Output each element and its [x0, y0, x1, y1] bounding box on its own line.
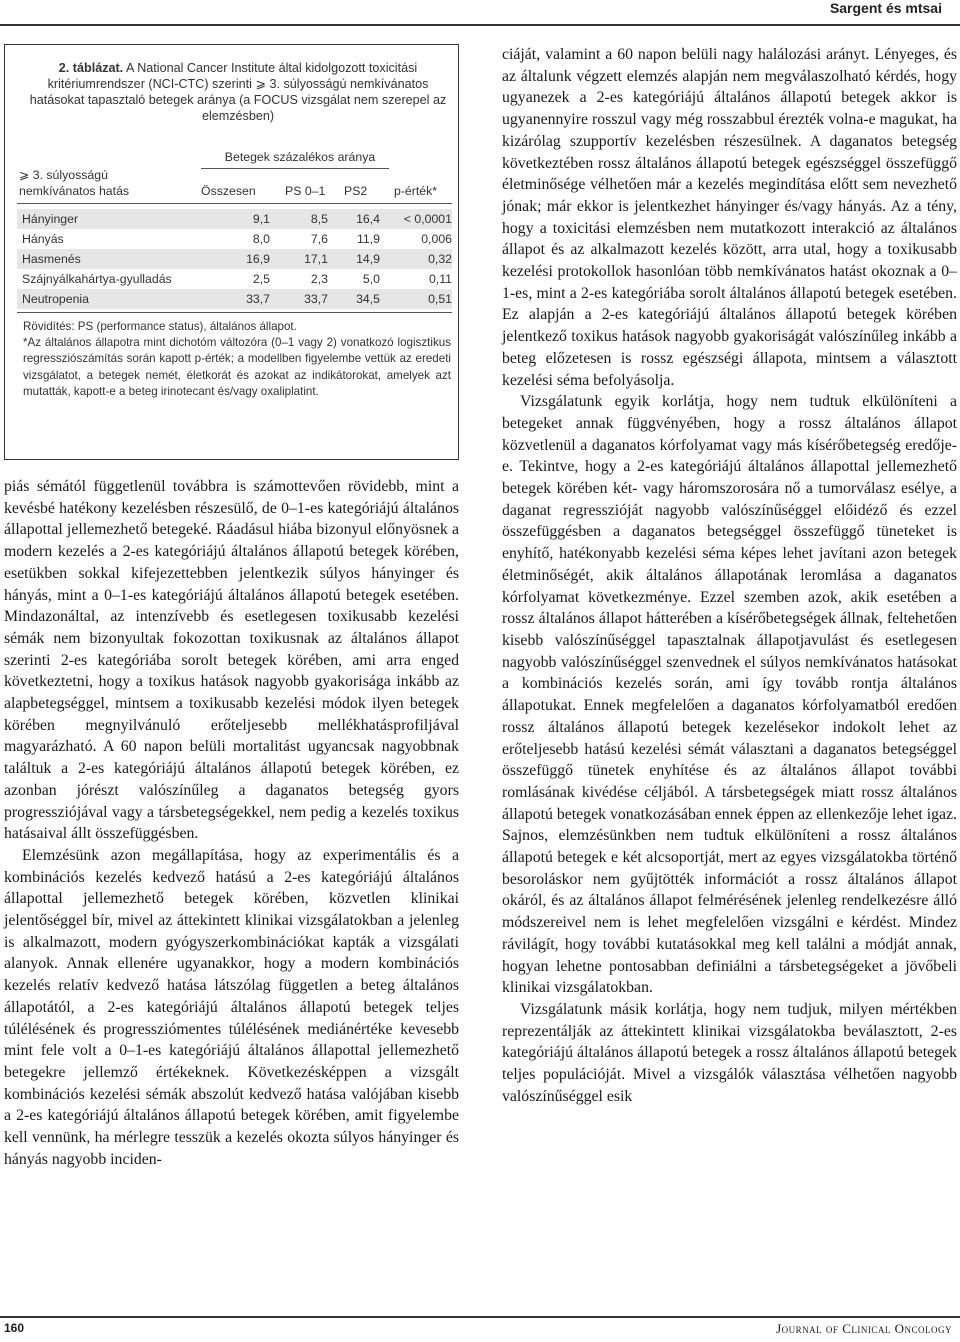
paragraph: ciáját, valamint a 60 napon belüli nagy halálozási arányt. Lényeges, és az általunk végzett elemzés alapján nem megválaszolható kérdés, hogy ugyanezek a 2-es kategóriájú általános állapotú betegek akkor is ugyanennyire rosszul vagy még rosszabbul érezték volna-e magukat, ha kizárólag szupportív kezelésben részesülnek. A daganatos betegség következtében rossz általános állapotú betegek egészséggel összefüggő életminősége vélhetően már a kezelés megindítása előtt sem nevezhető jónak; már ekkor is jelentkezhet hányinger és/vagy hányás. Az a tény, hogy a toxicitási elemzésben nem mutatkozott interakció az általános állapot és az alkalmazott kezelés között, arra utal, hogy a toxikusabb kezelési protokollok hasonlóan több nemkívánatos hatást okoznak a 0–1-es, mint a 2-es kategóriába sorolt általános állapotú betegek esetében. Ez alapján a 2-es kategóriájú általános állapotú betegek körében jelentkező toxikus hatások nagyobb gyakoriságát valószínűleg inkább a beteg előzetesen is rossz egészségi állapota, mintsem a választott kezelési séma befolyásolja.	[502, 46, 957, 389]
journal-name: Journal of Clinical Oncology	[776, 1321, 952, 1336]
row-header-line2: nemkívánatos hatás	[19, 184, 130, 198]
cell-ps2: 5,0	[362, 272, 380, 286]
table-footnotes	[23, 319, 451, 400]
paragraph: Elemzésünk azon megállapítása, hogy az experimentális és a kombinációs kezelés kedvező hatású a 2-es kategóriájú általános állapottal jellemezhető betegek körében, közvetlen klinikai jelentőséggel bír, mivel az áttekintett klinikai vizsgálatokban a jelenleg is alkalmazott, modern gyógyszerkombinációkat kapták a vizsgálati alanyok. Annak ellenére ugyanakkor, hogy a modern kombinációs kezelés relatív kedvező hatása látszólag független a beteg általános állapotától, a 2-es kategóriájú általános állapotú betegek teljes túlélésének és progressziómentes túlélésének mediánértéke kevesebb mint fele volt a 0–1-es kategóriájú általános állapottal jellemezhető betegekre jellemző értékeknek. Következésképpen a vizsgált kombinációs kezelési sémák abszolút kedvező hatása valójában kisebb a 2-es kategóriájú általános állapotú betegek körében, amit figyelembe kell vennünk, ha mérlegre tesszük a kezelés okozta súlyos hányinger és hányás nagyobb inciden-	[4, 846, 459, 1168]
header-rule	[17, 203, 452, 204]
row-label: Hányinger	[22, 212, 79, 226]
cell-total: 16,9	[246, 252, 270, 266]
cell-total: 8,0	[252, 232, 270, 246]
cell-p-value: 0,11	[428, 272, 452, 286]
cell-total: 33,7	[246, 292, 270, 306]
cell-p-value: 0,51	[428, 292, 452, 306]
col-header-p-value: p-érték*	[394, 184, 438, 198]
running-title: Sargent és mtsai	[829, 0, 942, 16]
col-header-ps01: PS 0–1	[285, 184, 326, 198]
footer-divider	[0, 1316, 960, 1318]
header-divider	[0, 24, 960, 26]
row-label: Neutropenia	[22, 292, 89, 306]
table-caption	[23, 60, 453, 124]
paragraph: Vizsgálatunk másik korlátja, hogy nem tudjuk, milyen mértékben reprezentálják az áttekintett klinikai vizsgálatokba beválasztott, 2-es kategóriájú általános állapotú betegek a rossz általános állapotú betegek teljes populációját. Mivel a vizsgálók választása vélhetően nagyobb valószínűséggel esik	[502, 1000, 957, 1105]
paragraph: Vizsgálatunk egyik korlátja, hogy nem tudtuk elkülöníteni a betegeket annak függvényében, hogy a rossz általános állapot közvetlenül a daganatos kórfolyamat vagy más kísérőbetegség eredője-e. Tekintve, hogy a 2-es kategóriájú általános állapottal jellemezhető betegek körében két- vagy háromszorosára nő a tumorválasz esélye, a daganat regresszióját nagyobb valószínűséggel előidéző és ezzel összefüggésben a daganatos betegséggel összefüggő tüneteket is enyhítő, hatékonyabb kezelési séma képes lehet javítani azon betegek életminőségét, akik általános állapotának leromlása a daganatos kórfolyamat következménye. Ezzel szemben azok, akik esetében a rossz általános állapot hátterében a kísérőbetegségek állnak, feltehetően kisebb valószínűséggel tapasztalnak állapotjavulást és esetlegesen nagyobb valószínűséggel szenvednek el súlyos nemkívánatos hatásokat a kombinációs kezelés során, ami így tovább rontja általános állapotukat. Ennek megfelelően a daganatos kórfolyamatból eredően rossz általános állapotú betegek kezelésekor indokolt lehet az erőteljesebb hatású kezelési sémát választani a daganatos betegséggel összefüggő tünetek enyhítése és az általános állapot további romlásának kivédése céljából. A társbetegségek miatt rossz általános állapotú betegek vonatkozásában ennek éppen az ellenkezője lehet igaz. Sajnos, elemzésünkben nem tudtuk elkülöníteni a rossz általános állapotú betegek e két alcsoportját, mert az egyes vizsgálatokba történő besoroláskor nem gyűjtötték információt a rossz általános állapot okáról, és az általános állapot felmérésének jelenleg rendelkezésre álló módszereivel nem is lehet megfelelően vizsgálni e kérdést. Mindez rávilágít, hogy további kutatásokkal meg kell találni a módját annak, hogyan lehetne pontosabban definiálni a társbetegségeket a jövőbeli klinikai vizsgálatokban.	[502, 393, 957, 997]
table-row	[17, 229, 452, 249]
abbreviation-note: Rövidítés: PS (performance status), általános állapot.	[23, 320, 297, 333]
page-number: 160	[4, 1321, 25, 1335]
table-row	[17, 249, 452, 269]
body-column-left	[4, 476, 459, 1171]
cell-p-value: 0,32	[428, 252, 452, 266]
body-column-right	[502, 44, 957, 1107]
cell-p-value: 0,006	[421, 232, 452, 246]
group-header-rule	[201, 168, 389, 169]
table-bottom-rule	[17, 312, 452, 313]
cell-total: 2,5	[252, 272, 270, 286]
col-header-total: Összesen	[201, 184, 256, 198]
table-row	[17, 289, 452, 309]
cell-ps2: 16,4	[356, 212, 380, 226]
cell-ps01: 33,7	[304, 292, 328, 306]
row-label: Hányás	[22, 232, 64, 246]
row-label: Hasmenés	[22, 252, 81, 266]
cell-ps01: 17,1	[304, 252, 328, 266]
table-row	[17, 209, 452, 229]
cell-total: 9,1	[252, 212, 270, 226]
table-caption-label: 2. táblázat.	[58, 61, 124, 75]
table-2	[4, 44, 459, 460]
cell-ps2: 34,5	[356, 292, 380, 306]
cell-ps01: 2,3	[310, 272, 328, 286]
table-row	[17, 269, 452, 289]
row-label: Szájnyálkahártya-gyulladás	[22, 272, 172, 286]
group-header: Betegek százalékos aránya	[224, 150, 376, 164]
paragraph: piás sémától függetlenül továbbra is számottevően rövidebb, mint a kevésbé hatékony kezelésben részesülő, de 0–1-es kategóriájú általános állapottal jellemezhető betegeké. Ráadásul hiába bizonyul előnyösnek a modern kezelés a 2-es kategóriájú általános állapotú betegek körében, esetükben sokkal kifejezettebben jelentkezik súlyos hányinger és hányás, mint a 0–1-es kategóriájú általános állapotú betegek esetében. Mindazonáltal, az intenzívebb és esetlegesen toxikusabb kezelési sémák nem bizonyultak fokozottan toxikusnak az általános állapot szerinti 2-es kategóriába sorolt betegek körében, ami arra enged következtetni, hogy a toxikus hatások nagyobb gyakorisága inkább az alapbetegséggel, mintsem a toxikusabb kezelési módok ilyen betegek körében megnyilvánuló erőteljesebb mellékhatásprofiljával magyarázható. A 60 napon belüli mortalitást ugyancsak nagyobbnak találtuk a 2-es kategóriájú általános állapotú betegek körében, ez azonban jórészt valószínűleg a daganatos betegség gyors progressziójával vagy a társbetegségekkel, nem pedig a kezelés toxikus hatásaival állt összefüggésben.	[4, 478, 459, 843]
col-header-ps2: PS2	[344, 184, 368, 198]
cell-ps01: 7,6	[310, 232, 328, 246]
cell-ps2: 11,9	[356, 232, 380, 246]
table-caption-text: A National Cancer Institute által kidolgozott toxicitási kritériumrendszer (NCI-CTC) szerinti ⩾ 3. súlyosságú nemkívánatos hatásokat tapasztaló betegek aránya (a FOCUS vizsgálat nem szerepel az elemzésben)	[29, 61, 447, 123]
cell-ps2: 14,9	[356, 252, 380, 266]
row-header-line1: ⩾ 3. súlyosságú	[19, 168, 108, 182]
cell-p-value: < 0,0001	[403, 212, 452, 226]
p-value-footnote: *Az általános állapotra mint dichotóm változóra (0–1 vagy 2) vonatkozó logisztikus regressziószámítás során kapott p-érték; a modellben figyelembe vettük az eredeti vizsgálatot, a betegek nemét, életkorát és azokat az indikátorokat, amelyek azt mutatták, kapott-e a beteg irinotecant és/vagy oxaliplatint.	[23, 336, 451, 398]
cell-ps01: 8,5	[310, 212, 328, 226]
